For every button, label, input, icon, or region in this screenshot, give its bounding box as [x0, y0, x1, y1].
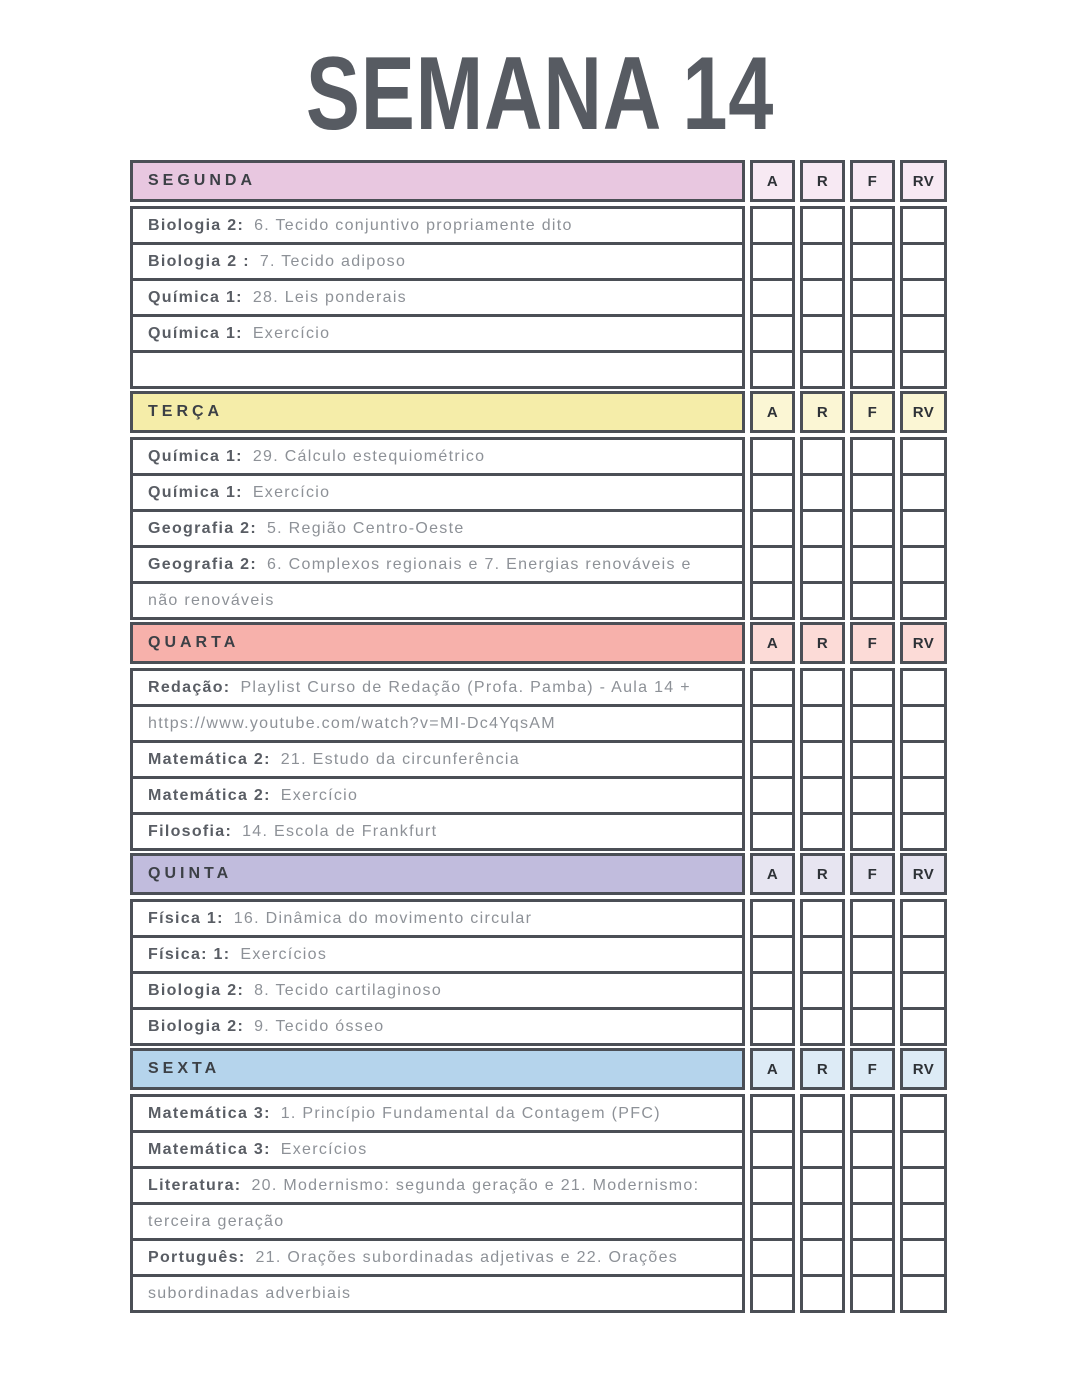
row-text-cell: [130, 1166, 745, 1205]
column-header-label: R: [816, 403, 829, 421]
mark-cell-r[interactable]: [800, 776, 845, 815]
column-header-label: R: [816, 172, 829, 190]
day-name-cell: [130, 853, 745, 895]
table-row: [130, 350, 947, 389]
table-row: [130, 776, 947, 815]
mark-cell-r[interactable]: [800, 935, 845, 974]
column-header-a: [750, 853, 795, 895]
mark-cell-rv[interactable]: [900, 1007, 947, 1046]
table-row: [130, 437, 947, 476]
mark-cell-rv[interactable]: [900, 776, 947, 815]
table-row: [130, 278, 947, 317]
table-row: [130, 704, 947, 743]
mark-cell-rv[interactable]: [900, 473, 947, 512]
row-subject: Química 1:: [148, 324, 243, 342]
column-header-r: [800, 391, 845, 433]
column-header-label: A: [766, 634, 779, 652]
mark-cell-a[interactable]: [750, 350, 795, 389]
row-subject: Química 1:: [148, 483, 243, 501]
mark-cell-rv[interactable]: [900, 971, 947, 1010]
mark-cell-rv[interactable]: [900, 1166, 947, 1205]
mark-cell-a[interactable]: [750, 668, 795, 707]
mark-cell-rv[interactable]: [900, 242, 947, 281]
table-row: [130, 935, 947, 974]
mark-cell-f[interactable]: [850, 704, 895, 743]
mark-cell-f[interactable]: [850, 1094, 895, 1133]
mark-cell-r[interactable]: [800, 704, 845, 743]
table-row: [130, 206, 947, 245]
mark-cell-r[interactable]: [800, 242, 845, 281]
column-header-label: RV: [912, 172, 935, 190]
row-text-cell: [130, 473, 745, 512]
row-topic: 16. Dinâmica do movimento circular: [233, 909, 533, 927]
day-name: SEXTA: [148, 1060, 221, 1077]
day-section: [130, 853, 947, 1046]
column-header-label: F: [867, 403, 878, 421]
mark-cell-r[interactable]: [800, 1007, 845, 1046]
row-text-cell: [130, 278, 745, 317]
row-text-cell: [130, 704, 745, 743]
mark-cell-a[interactable]: [750, 1007, 795, 1046]
day-header: [130, 622, 947, 664]
day-section: [130, 1048, 947, 1313]
column-header-label: RV: [912, 403, 935, 421]
row-topic: 1. Princípio Fundamental da Contagem (PFC): [280, 1104, 661, 1122]
row-subject: Biologia 2 :: [148, 252, 250, 270]
mark-cell-r[interactable]: [800, 1094, 845, 1133]
column-header-r: [800, 1048, 845, 1090]
table-row: [130, 740, 947, 779]
day-name: QUINTA: [148, 865, 233, 882]
mark-cell-a[interactable]: [750, 812, 795, 851]
day-name-cell: [130, 622, 745, 664]
mark-cell-rv[interactable]: [900, 740, 947, 779]
mark-cell-f[interactable]: [850, 1166, 895, 1205]
row-text-cell: [130, 668, 745, 707]
row-subject: Biologia 2:: [148, 981, 245, 999]
table-row: [130, 473, 947, 512]
row-text-cell: [130, 314, 745, 353]
row-text-cell: [130, 740, 745, 779]
mark-cell-r[interactable]: [800, 473, 845, 512]
mark-cell-a[interactable]: [750, 545, 795, 584]
row-subject: Redação:: [148, 678, 231, 696]
table-row: [130, 1007, 947, 1046]
mark-cell-rv[interactable]: [900, 509, 947, 548]
column-header-f: [850, 853, 895, 895]
column-header-label: F: [867, 634, 878, 652]
mark-cell-a[interactable]: [750, 704, 795, 743]
mark-cell-f[interactable]: [850, 581, 895, 620]
mark-cell-f[interactable]: [850, 545, 895, 584]
mark-cell-rv[interactable]: [900, 1094, 947, 1133]
mark-cell-r[interactable]: [800, 740, 845, 779]
mark-cell-a[interactable]: [750, 776, 795, 815]
day-name-cell: [130, 391, 745, 433]
row-text-cell: [130, 899, 745, 938]
column-header-label: RV: [912, 634, 935, 652]
mark-cell-r[interactable]: [800, 314, 845, 353]
column-header-label: A: [766, 172, 779, 190]
mark-cell-r[interactable]: [800, 1274, 845, 1313]
mark-cell-a[interactable]: [750, 437, 795, 476]
mark-cell-r[interactable]: [800, 350, 845, 389]
row-text-cell: [130, 935, 745, 974]
mark-cell-r[interactable]: [800, 545, 845, 584]
mark-cell-f[interactable]: [850, 740, 895, 779]
column-header-rv: [900, 1048, 947, 1090]
column-header-r: [800, 853, 845, 895]
row-topic: 5. Região Centro-Oeste: [266, 519, 465, 537]
row-subject: Geografia 2:: [148, 519, 257, 537]
row-topic: 29. Cálculo estequiométrico: [252, 447, 486, 465]
column-header-label: A: [766, 403, 779, 421]
mark-cell-rv[interactable]: [900, 1130, 947, 1169]
table-row: [130, 1130, 947, 1169]
table-row: [130, 1238, 947, 1277]
column-header-label: R: [816, 1060, 829, 1078]
row-subject: Química 1:: [148, 288, 243, 306]
column-header-label: RV: [912, 865, 935, 883]
mark-cell-f[interactable]: [850, 1007, 895, 1046]
mark-cell-r[interactable]: [800, 581, 845, 620]
planner-table: [130, 160, 947, 1313]
row-text-cell: [130, 350, 745, 389]
table-row: [130, 1094, 947, 1133]
column-header-r: [800, 622, 845, 664]
row-subject: Matemática 3:: [148, 1140, 271, 1158]
mark-cell-rv[interactable]: [900, 935, 947, 974]
mark-cell-rv[interactable]: [900, 545, 947, 584]
row-text-cell: [130, 206, 745, 245]
mark-cell-f[interactable]: [850, 1202, 895, 1241]
table-row: [130, 1202, 947, 1241]
row-topic: não renováveis: [148, 591, 275, 609]
day-rows: [130, 899, 947, 1046]
mark-cell-rv[interactable]: [900, 812, 947, 851]
mark-cell-f[interactable]: [850, 935, 895, 974]
mark-cell-a[interactable]: [750, 935, 795, 974]
mark-cell-r[interactable]: [800, 1202, 845, 1241]
mark-cell-rv[interactable]: [900, 899, 947, 938]
mark-cell-a[interactable]: [750, 242, 795, 281]
mark-cell-rv[interactable]: [900, 668, 947, 707]
day-name: SEGUNDA: [148, 172, 257, 189]
mark-cell-a[interactable]: [750, 1202, 795, 1241]
day-header: [130, 160, 947, 202]
row-topic: 20. Modernismo: segunda geração e 21. Modernismo:: [251, 1176, 700, 1194]
row-topic: https://www.youtube.com/watch?v=MI-Dc4YqsAM: [148, 714, 556, 732]
mark-cell-r[interactable]: [800, 509, 845, 548]
row-topic: 6. Tecido conjuntivo propriamente dito: [254, 216, 573, 234]
mark-cell-r[interactable]: [800, 1238, 845, 1277]
mark-cell-rv[interactable]: [900, 1274, 947, 1313]
row-topic: Exercício: [252, 483, 331, 501]
mark-cell-r[interactable]: [800, 1166, 845, 1205]
column-header-rv: [900, 853, 947, 895]
mark-cell-f[interactable]: [850, 776, 895, 815]
row-subject: Matemática 2:: [148, 750, 271, 768]
row-text-cell: [130, 971, 745, 1010]
table-row: [130, 899, 947, 938]
mark-cell-f[interactable]: [850, 473, 895, 512]
mark-cell-rv[interactable]: [900, 314, 947, 353]
mark-cell-rv[interactable]: [900, 1202, 947, 1241]
day-name-cell: [130, 1048, 745, 1090]
row-topic: 6. Complexos regionais e 7. Energias renováveis e: [266, 555, 692, 573]
row-topic: Playlist Curso de Redação (Profa. Pamba) - Aula 14 +: [240, 678, 691, 696]
row-subject: Matemática 2:: [148, 786, 271, 804]
mark-cell-a[interactable]: [750, 1238, 795, 1277]
row-topic: Exercícios: [240, 945, 328, 963]
column-header-label: A: [766, 1060, 779, 1078]
page-title: SEMANA 14: [305, 36, 775, 152]
table-row: [130, 242, 947, 281]
day-name: QUARTA: [148, 634, 240, 651]
mark-cell-a[interactable]: [750, 740, 795, 779]
mark-cell-a[interactable]: [750, 509, 795, 548]
mark-cell-f[interactable]: [850, 278, 895, 317]
column-header-label: R: [816, 634, 829, 652]
row-text-cell: [130, 545, 745, 584]
row-text-cell: [130, 1274, 745, 1313]
mark-cell-f[interactable]: [850, 668, 895, 707]
row-text-cell: [130, 1007, 745, 1046]
column-header-rv: [900, 622, 947, 664]
column-header-label: F: [867, 865, 878, 883]
day-rows: [130, 668, 947, 851]
mark-cell-a[interactable]: [750, 581, 795, 620]
row-subject: Geografia 2:: [148, 555, 257, 573]
row-topic: Exercício: [280, 786, 359, 804]
mark-cell-a[interactable]: [750, 1274, 795, 1313]
table-row: [130, 545, 947, 584]
row-subject: Matemática 3:: [148, 1104, 271, 1122]
day-header: [130, 391, 947, 433]
column-header-a: [750, 1048, 795, 1090]
table-row: [130, 971, 947, 1010]
row-topic: 14. Escola de Frankfurt: [242, 822, 438, 840]
day-header: [130, 853, 947, 895]
table-row: [130, 314, 947, 353]
column-header-label: F: [867, 172, 878, 190]
mark-cell-r[interactable]: [800, 668, 845, 707]
day-section: [130, 391, 947, 620]
day-section: [130, 622, 947, 851]
column-header-rv: [900, 160, 947, 202]
row-subject: Português:: [148, 1248, 246, 1266]
row-topic: terceira geração: [148, 1212, 285, 1230]
mark-cell-f[interactable]: [850, 1238, 895, 1277]
row-text-cell: [130, 1130, 745, 1169]
column-header-f: [850, 622, 895, 664]
row-topic: subordinadas adverbiais: [148, 1284, 352, 1302]
table-row: [130, 1166, 947, 1205]
column-header-a: [750, 622, 795, 664]
mark-cell-r[interactable]: [800, 437, 845, 476]
day-rows: [130, 437, 947, 620]
column-header-a: [750, 391, 795, 433]
mark-cell-a[interactable]: [750, 278, 795, 317]
row-topic: 9. Tecido ósseo: [254, 1017, 385, 1035]
page: [0, 36, 1080, 1313]
row-subject: Física 1:: [148, 909, 224, 927]
mark-cell-a[interactable]: [750, 206, 795, 245]
mark-cell-f[interactable]: [850, 509, 895, 548]
mark-cell-a[interactable]: [750, 1166, 795, 1205]
mark-cell-a[interactable]: [750, 1094, 795, 1133]
mark-cell-r[interactable]: [800, 812, 845, 851]
row-subject: Física: 1:: [148, 945, 231, 963]
day-header: [130, 1048, 947, 1090]
row-text-cell: [130, 812, 745, 851]
row-text-cell: [130, 1094, 745, 1133]
mark-cell-rv[interactable]: [900, 206, 947, 245]
table-row: [130, 1274, 947, 1313]
column-header-label: R: [816, 865, 829, 883]
row-topic: 28. Leis ponderais: [252, 288, 407, 306]
mark-cell-f[interactable]: [850, 1274, 895, 1313]
mark-cell-rv[interactable]: [900, 350, 947, 389]
row-topic: 21. Estudo da circunferência: [280, 750, 520, 768]
row-text-cell: [130, 1202, 745, 1241]
mark-cell-f[interactable]: [850, 971, 895, 1010]
mark-cell-f[interactable]: [850, 1130, 895, 1169]
mark-cell-rv[interactable]: [900, 1238, 947, 1277]
mark-cell-rv[interactable]: [900, 437, 947, 476]
mark-cell-a[interactable]: [750, 473, 795, 512]
row-text-cell: [130, 242, 745, 281]
column-header-f: [850, 1048, 895, 1090]
row-subject: Filosofia:: [148, 822, 233, 840]
mark-cell-r[interactable]: [800, 899, 845, 938]
row-subject: Literatura:: [148, 1176, 242, 1194]
mark-cell-rv[interactable]: [900, 581, 947, 620]
mark-cell-a[interactable]: [750, 314, 795, 353]
row-subject: Biologia 2:: [148, 216, 245, 234]
row-text-cell: [130, 509, 745, 548]
mark-cell-f[interactable]: [850, 314, 895, 353]
day-rows: [130, 1094, 947, 1313]
mark-cell-r[interactable]: [800, 971, 845, 1010]
mark-cell-a[interactable]: [750, 899, 795, 938]
mark-cell-f[interactable]: [850, 242, 895, 281]
day-name-cell: [130, 160, 745, 202]
mark-cell-a[interactable]: [750, 1130, 795, 1169]
table-row: [130, 581, 947, 620]
table-row: [130, 812, 947, 851]
row-subject: Química 1:: [148, 447, 243, 465]
mark-cell-f[interactable]: [850, 437, 895, 476]
row-text-cell: [130, 581, 745, 620]
row-text-cell: [130, 1238, 745, 1277]
mark-cell-a[interactable]: [750, 971, 795, 1010]
column-header-r: [800, 160, 845, 202]
mark-cell-rv[interactable]: [900, 704, 947, 743]
column-header-f: [850, 391, 895, 433]
row-text-cell: [130, 776, 745, 815]
row-topic: 21. Orações subordinadas adjetivas e 22. Orações: [255, 1248, 679, 1266]
table-row: [130, 668, 947, 707]
row-topic: 8. Tecido cartilaginoso: [254, 981, 443, 999]
column-header-label: A: [766, 865, 779, 883]
column-header-f: [850, 160, 895, 202]
mark-cell-r[interactable]: [800, 206, 845, 245]
day-section: [130, 160, 947, 389]
mark-cell-f[interactable]: [850, 206, 895, 245]
mark-cell-r[interactable]: [800, 1130, 845, 1169]
row-topic: 7. Tecido adiposo: [259, 252, 407, 270]
mark-cell-f[interactable]: [850, 350, 895, 389]
day-name: TERÇA: [148, 403, 224, 420]
row-topic: Exercícios: [280, 1140, 368, 1158]
row-topic: Exercício: [252, 324, 331, 342]
mark-cell-f[interactable]: [850, 812, 895, 851]
row-subject: Biologia 2:: [148, 1017, 245, 1035]
mark-cell-r[interactable]: [800, 278, 845, 317]
table-row: [130, 509, 947, 548]
column-header-label: F: [867, 1060, 878, 1078]
column-header-rv: [900, 391, 947, 433]
column-header-label: RV: [912, 1060, 935, 1078]
mark-cell-rv[interactable]: [900, 278, 947, 317]
day-rows: [130, 206, 947, 389]
row-text-cell: [130, 437, 745, 476]
mark-cell-f[interactable]: [850, 899, 895, 938]
column-header-a: [750, 160, 795, 202]
